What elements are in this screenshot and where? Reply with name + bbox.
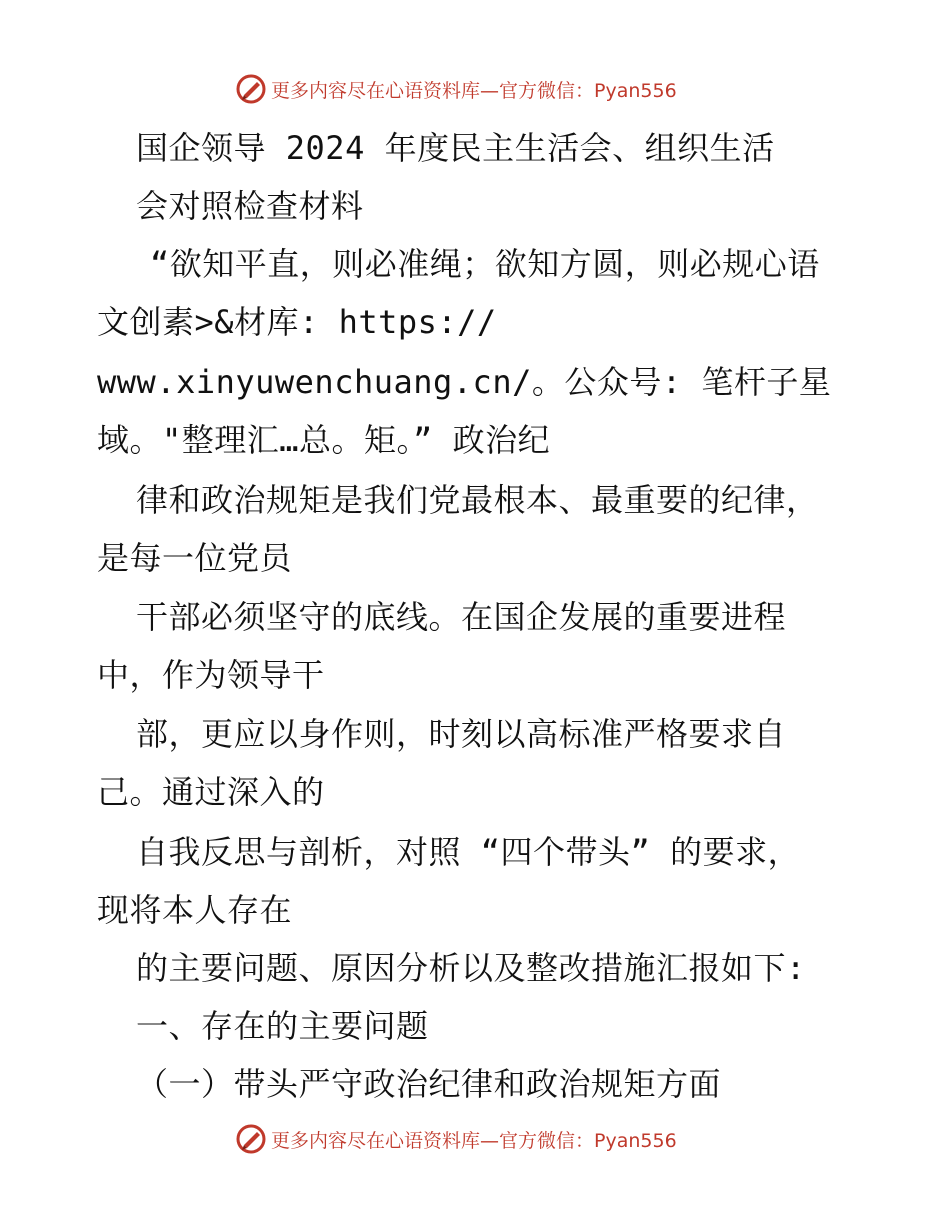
brand-logo-icon [235,1123,267,1155]
paragraph-line: 域。"整理汇…总。矩。” 政治纪 [97,421,551,459]
section-heading: 一、存在的主要问题 [136,1007,429,1045]
doc-title-line-1: 国企领导 2024 年度民主生活会、组织生活 [136,129,775,167]
paragraph-line: 文创素>&材库: https:// [97,303,497,341]
paragraph-line: 干部必须坚守的底线。在国企发展的重要进程 [136,598,787,636]
banner-contact: Pyan556 [594,1129,677,1152]
paragraph-line: 现将本人存在 [97,891,293,929]
paragraph-line: “欲知平直，则必准绳；欲知方圆，则必规心语 [150,245,820,283]
paragraph-line: 自我反思与剖析，对照 “四个带头” 的要求， [136,833,801,871]
paragraph-line: 己。通过深入的 [97,773,325,811]
banner-text: 更多内容尽在心语资料库—官方微信：Pyan556 [271,1129,677,1152]
doc-title-line-2: 会对照检查材料 [136,187,364,225]
paragraph-line: 律和政治规矩是我们党最根本、最重要的纪律， [136,481,819,519]
paragraph-line: 是每一位党员 [97,539,293,577]
paragraph-line: 部，更应以身作则，时刻以高标准严格要求自 [136,715,787,753]
paragraph-line: 的主要问题、原因分析以及整改措施汇报如下: [136,949,806,987]
brand-logo-icon [235,73,267,105]
paragraph-line: 中，作为领导干 [97,656,325,694]
banner-contact: Pyan556 [594,79,677,102]
header-banner [235,72,715,106]
banner-text: 更多内容尽在心语资料库—官方微信：Pyan556 [271,79,677,102]
footer-banner [235,1122,715,1156]
subsection-heading: （一）带头严守政治纪律和政治规矩方面 [136,1065,722,1103]
paragraph-line: www.xinyuwenchuang.cn/。公众号: 笔杆子星 [97,363,832,401]
